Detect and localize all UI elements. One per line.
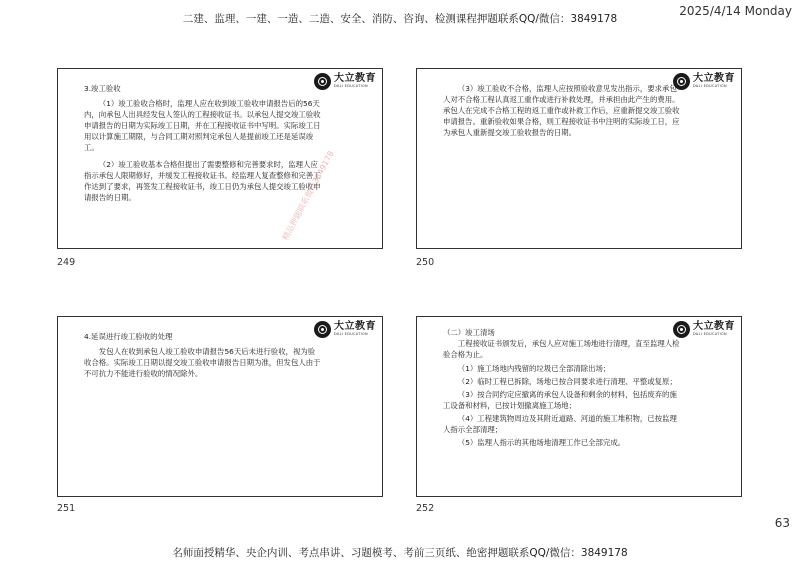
slide-heading: 3.竣工验收 bbox=[84, 84, 121, 93]
slide-number: 250 bbox=[416, 257, 435, 268]
slide-251 bbox=[57, 316, 383, 497]
header-banner: 二建、监理、一建、一造、二造、安全、消防、咨询、检测课程押题联系QQ/微信：3849178 bbox=[182, 13, 618, 25]
logo-name-cn: 大立教育 bbox=[334, 321, 376, 333]
logo bbox=[673, 321, 735, 338]
slide-249 bbox=[57, 68, 383, 249]
logo-name-cn: 大立教育 bbox=[693, 321, 735, 333]
slide-content bbox=[84, 331, 322, 385]
slide-intro: 工程接收证书颁发后，承包人应对施工场地进行清理，直至监理人检验合格为止。 bbox=[443, 339, 680, 359]
slide-content bbox=[443, 83, 681, 144]
slide-paragraph: （1）竣工验收合格时，监理人应在收到竣工验收申请报告后的56天内，向承包人出具经发包人签认的工程接收证书。以承包人提交竣工验收申请报告的日期为实际竣工日期，并在工程接收证书中写明。实际竣工日用以计算施工期限，与合同工期对照判定承包人是提前竣工还是延误竣工。 bbox=[84, 99, 321, 152]
logo bbox=[314, 73, 376, 90]
list-item: （5）监理人指示的其他场地清理工作已全部完成。 bbox=[457, 438, 626, 447]
list-item: （1）施工场地内残留的垃圾已全部清除出场； bbox=[457, 364, 611, 373]
logo-name-en: DALI EDUCATION bbox=[693, 332, 727, 337]
watermark: 精品押题联系微信3849178 bbox=[280, 149, 336, 242]
slide-number: 249 bbox=[57, 257, 76, 268]
slide-content bbox=[443, 327, 681, 450]
logo-name-cn: 大立教育 bbox=[693, 73, 735, 85]
logo-name-cn: 大立教育 bbox=[334, 73, 376, 85]
logo-name-en: DALI EDUCATION bbox=[693, 84, 727, 89]
slide-paragraph: 发包人在收到承包人竣工验收申请报告56天后未进行验收，视为验收合格。实际竣工日期以提交竣工验收申请报告日期为准，但发包人由于不可抗力不能进行验收的情况除外。 bbox=[84, 347, 321, 378]
slide-252 bbox=[416, 316, 742, 497]
slide-paragraph: （3）竣工验收不合格，监理人应按照验收意见发出指示，要求承包人对不合格工程认真返工重作或进行补救处理，并承担由此产生的费用。承包人在完成不合格工程的返工重作或补救工作后，应重新提交竣工验收申请报告。重新验收如果合格，则工程接收证书中注明的实际竣工日，应为承包人重新提交竣工验收报告的日期。 bbox=[443, 84, 680, 137]
slide-250 bbox=[416, 68, 742, 249]
list-item: （3）按合同约定应撤离的承包人设备和剩余的材料，包括废弃的施工设备和材料，已按计划撤离施工场地； bbox=[443, 390, 677, 410]
list-item: （2）临时工程已拆除，场地已按合同要求进行清理、平整或复原； bbox=[457, 377, 677, 386]
slide-heading: （二）竣工清场 bbox=[443, 328, 495, 337]
footer-banner: 名师面授精华、央企内训、考点串讲、习题模考、考前三页纸、绝密押题联系QQ/微信：3849178 bbox=[172, 547, 628, 559]
slide-paragraph: （2）竣工验收基本合格但提出了需要整修和完善要求时，监理人应指示承包人限期修好，并缓发工程接收证书。经监理人复查整修和完善工作达到了要求，再签发工程接收证书，竣工日仍为承包人提交竣工验收申请报告的日期。 bbox=[84, 160, 321, 202]
logo bbox=[314, 321, 376, 338]
slide-number: 252 bbox=[416, 503, 435, 514]
header-date: 2025/4/14 Monday bbox=[679, 4, 792, 18]
slide-content bbox=[84, 83, 322, 209]
list-item: （4）工程建筑物周边及其附近道路、河道的施工堆积物，已按监理人指示全部清理； bbox=[443, 414, 677, 434]
logo-name-en: DALI EDUCATION bbox=[334, 84, 368, 89]
logo-name-en: DALI EDUCATION bbox=[334, 332, 368, 337]
slide-number: 251 bbox=[57, 503, 76, 514]
slide-heading: 4.延误进行竣工验收的处理 bbox=[84, 332, 173, 341]
page-number: 63 bbox=[774, 516, 790, 530]
logo bbox=[673, 73, 735, 90]
